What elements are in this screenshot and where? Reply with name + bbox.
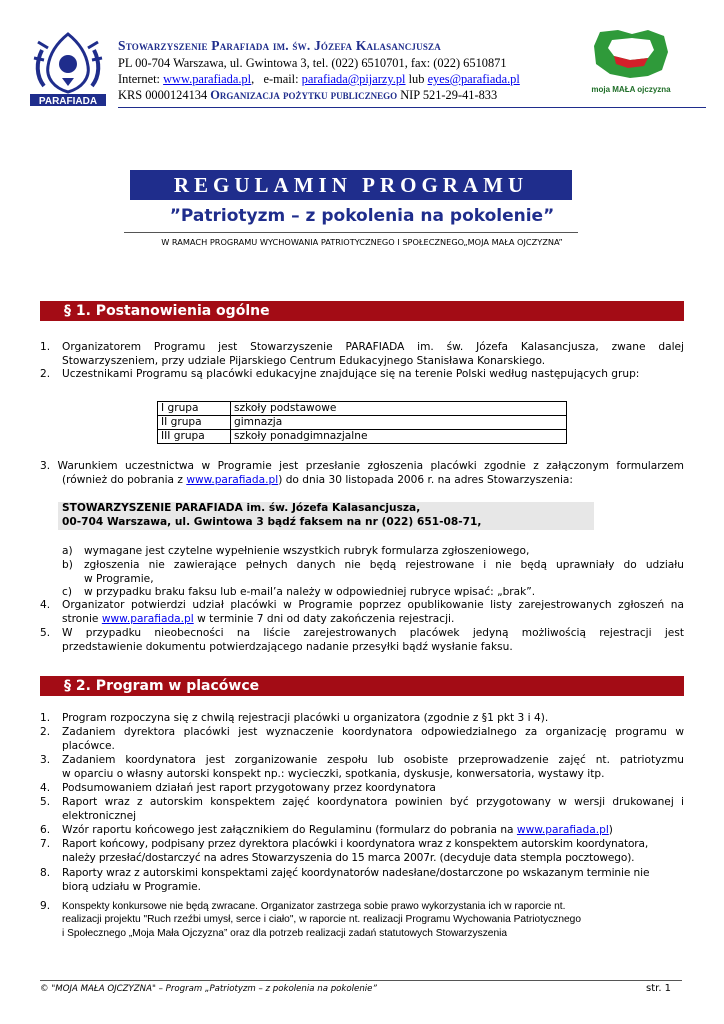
section-2-item-4: Podsumowaniem działań jest raport przygotowany przez koordynatora [62, 782, 436, 794]
condition-a: wymagane jest czytelne wypełnienie wszystkich rubryk formularza zgłoszeniowego, [84, 545, 530, 557]
footer-copyright: © "MOJA MAŁA OJCZYZNA" – Program „Patriotyzm – z pokolenia na pokolenie” [40, 984, 377, 994]
list-letter: b) [62, 559, 73, 571]
organization-name: Stowarzyszenie Parafiada im. św. Józefa Kalasancjusza [118, 38, 441, 53]
email-link-1[interactable]: parafiada@pijarzy.pl [301, 72, 406, 86]
section-2-item-8: Raporty wraz z autorskimi konspektami zajęć koordynatorów nadesłane/dostarczone po wskazanym terminie nie biorą udziału w Programie. [62, 867, 650, 893]
list-number: 2. [40, 726, 51, 738]
list-number: 1. [40, 341, 51, 353]
section-2-item-1: Program rozpoczyna się z chwilą rejestracji placówki u organizatora (zgodnie z §1 pkt 3 i 4). [62, 712, 549, 724]
list-number: 4. [40, 782, 51, 794]
section-2-item-5: Raport wraz z autorskim konspektem zajęć koordynatora powinien być przygotowany w wersji drukowanej i elektronicznej [62, 796, 684, 822]
condition-b: zgłoszenia nie zawierające pełnych danych nie będą rejestrowane i nie będą uprawniały do udziału w Programie, [84, 559, 684, 585]
email-join: lub [408, 72, 425, 86]
section-1-heading: § 1. Postanowienia ogólne [40, 301, 684, 321]
list-number: 2. [40, 368, 51, 380]
section-1-paragraph-3: 3. Warunkiem uczestnictwa w Programie jest przesłanie zgłoszenia placówki zgodnie z załączonym formularzem (również do pobrania z www.parafiada.pl) do dnia 30 listopada 2006 r. na adres Stowarzyszenia: [40, 460, 684, 486]
list-number: 7. [40, 838, 51, 850]
association-address-box: STOWARZYSZENIE PARAFIADA im. św. Józefa Kalasancjusza, 00-704 Warszawa, ul. Gwintowa 3 bądź faksem na nr (022) 651-08-71, [58, 502, 594, 530]
website-link[interactable]: www.parafiada.pl [101, 612, 194, 625]
table-row: II grupa gimnazja [158, 416, 567, 430]
section-2-heading: § 2. Program w placówce [40, 676, 684, 696]
list-number: 5. [40, 627, 51, 639]
svg-text:PARAFIADA: PARAFIADA [38, 96, 98, 107]
list-number: 6. [40, 824, 51, 836]
section-1-paragraph-2: Uczestnikami Programu są placówki edukacyjne znajdujące się na terenie Polski według następujących grup: [62, 368, 640, 380]
letterhead [0, 0, 724, 112]
organization-address: PL 00-704 Warszawa, ul. Gwintowa 3, tel. (022) 6510701, fax: (022) 6510871 [118, 56, 507, 70]
organization-contact: Internet: www.parafiada.pl, e-mail: parafiada@pijarzy.pl lub eyes@parafiada.pl [118, 72, 520, 86]
section-1-paragraph-4: Organizator potwierdzi udział placówki w Programie poprzez opublikowanie listy zarejestrowanych zgłoszeń na stronie www.parafiada.pl w terminie 7 dni od daty zakończenia rejestracji. [62, 599, 684, 625]
program-context-line: W RAMACH PROGRAMU WYCHOWANIA PATRIOTYCZNEGO I SPOŁECZNEGO„MOJA MAŁA OJCZYZNA” [161, 237, 563, 247]
section-2-item-2: Zadaniem dyrektora placówki jest wyznaczenie koordynatora odpowiedzialnego za organizację programu w placówce. [62, 726, 684, 752]
email-label: e-mail: [263, 72, 299, 86]
list-letter: c) [62, 586, 72, 598]
program-subtitle: ”Patriotyzm – z pokolenia na pokolenie” [169, 206, 555, 226]
organization-registry [118, 88, 497, 103]
website-link[interactable]: www.parafiada.pl [186, 473, 279, 486]
nip-number: NIP 521-29-41-833 [400, 88, 498, 102]
website-link[interactable]: www.parafiada.pl [516, 824, 609, 836]
page-number: str. 1 [646, 983, 672, 994]
footer-divider [40, 980, 682, 981]
section-1-paragraph-1: Organizatorem Programu jest Stowarzyszenie PARAFIADA im. św. Józefa Kalasancjusza, zwane dalej Stowarzyszeniem, przy udziale Pijarskiego Centrum Edukacyjnego Stanisława Konarskiego. [62, 341, 684, 367]
list-letter: a) [62, 545, 73, 557]
section-2-item-7: Raport końcowy, podpisany przez dyrektora placówki i koordynatora wraz z konspektem autorskim koordynatora, należy przesłać/dostarczyć na adres Stowarzyszenia do 15 marca 2007r. (decyduje data stempla pocztowego). [62, 838, 649, 864]
section-2-item-6: Wzór raportu końcowego jest załącznikiem do Regulaminu (formularz do pobrania na www.parafiada.pl) [62, 824, 613, 836]
subtitle-divider [124, 232, 578, 233]
participant-groups-table [157, 401, 567, 444]
list-number: 1. [40, 712, 51, 724]
condition-c: w przypadku braku faksu lub e-mail’a należy w odpowiedniej rubryce wpisać: „brak”. [84, 586, 536, 598]
list-number: 8. [40, 867, 51, 879]
list-number: 4. [40, 599, 51, 611]
table-row: III grupa szkoły ponadgimnazjalne [158, 430, 567, 444]
list-number: 3. [40, 754, 51, 766]
section-2-item-9: Konspekty konkursowe nie będą zwracane. Organizator zastrzega sobie prawo wykorzystania ich w raporcie nt. realizacji projektu "Ruch rzeźbi umysł, serce i ciało", w raporcie nt. realizacji Programu Wychowania Patriotycznego i Społecznego „Moja Mała Ojczyzna” oraz dla potrzeb realizacji zadań statutowych Stowarzyszenia [62, 901, 581, 939]
email-link-2[interactable]: eyes@parafiada.pl [427, 72, 520, 86]
svg-text:moja MAŁA ojczyzna: moja MAŁA ojczyzna [591, 85, 671, 94]
website-link[interactable]: www.parafiada.pl [163, 72, 252, 86]
moja-mala-ojczyzna-logo [588, 26, 674, 98]
krs-number: KRS 0000124134 [118, 88, 208, 102]
header-divider [118, 107, 706, 108]
document-title: REGULAMIN PROGRAMU [130, 170, 572, 200]
list-number: 5. [40, 796, 51, 808]
internet-label: Internet: [118, 72, 160, 86]
section-1-paragraph-5: W przypadku nieobecności na liście zarejestrowanych placówek jedyną możliwością rejestracji jest przedstawienie dokumentu potwierdzającego nadanie przesyłki bądź wysłanie faksu. [62, 627, 684, 653]
opp-label: Organizacja pożytku publicznego [210, 88, 398, 102]
section-2-item-3: Zadaniem koordynatora jest zorganizowanie zespołu lub osobiste przeprowadzenie zajęć nt. patriotyzmu w oparciu o własny autorski konspekt np.: wycieczki, spotkania, dyskusje, konwersatoria, wystawy itp. [62, 754, 684, 780]
table-row: I grupa szkoły podstawowe [158, 402, 567, 416]
parafiada-logo [28, 28, 108, 110]
list-number: 9. [40, 900, 51, 912]
